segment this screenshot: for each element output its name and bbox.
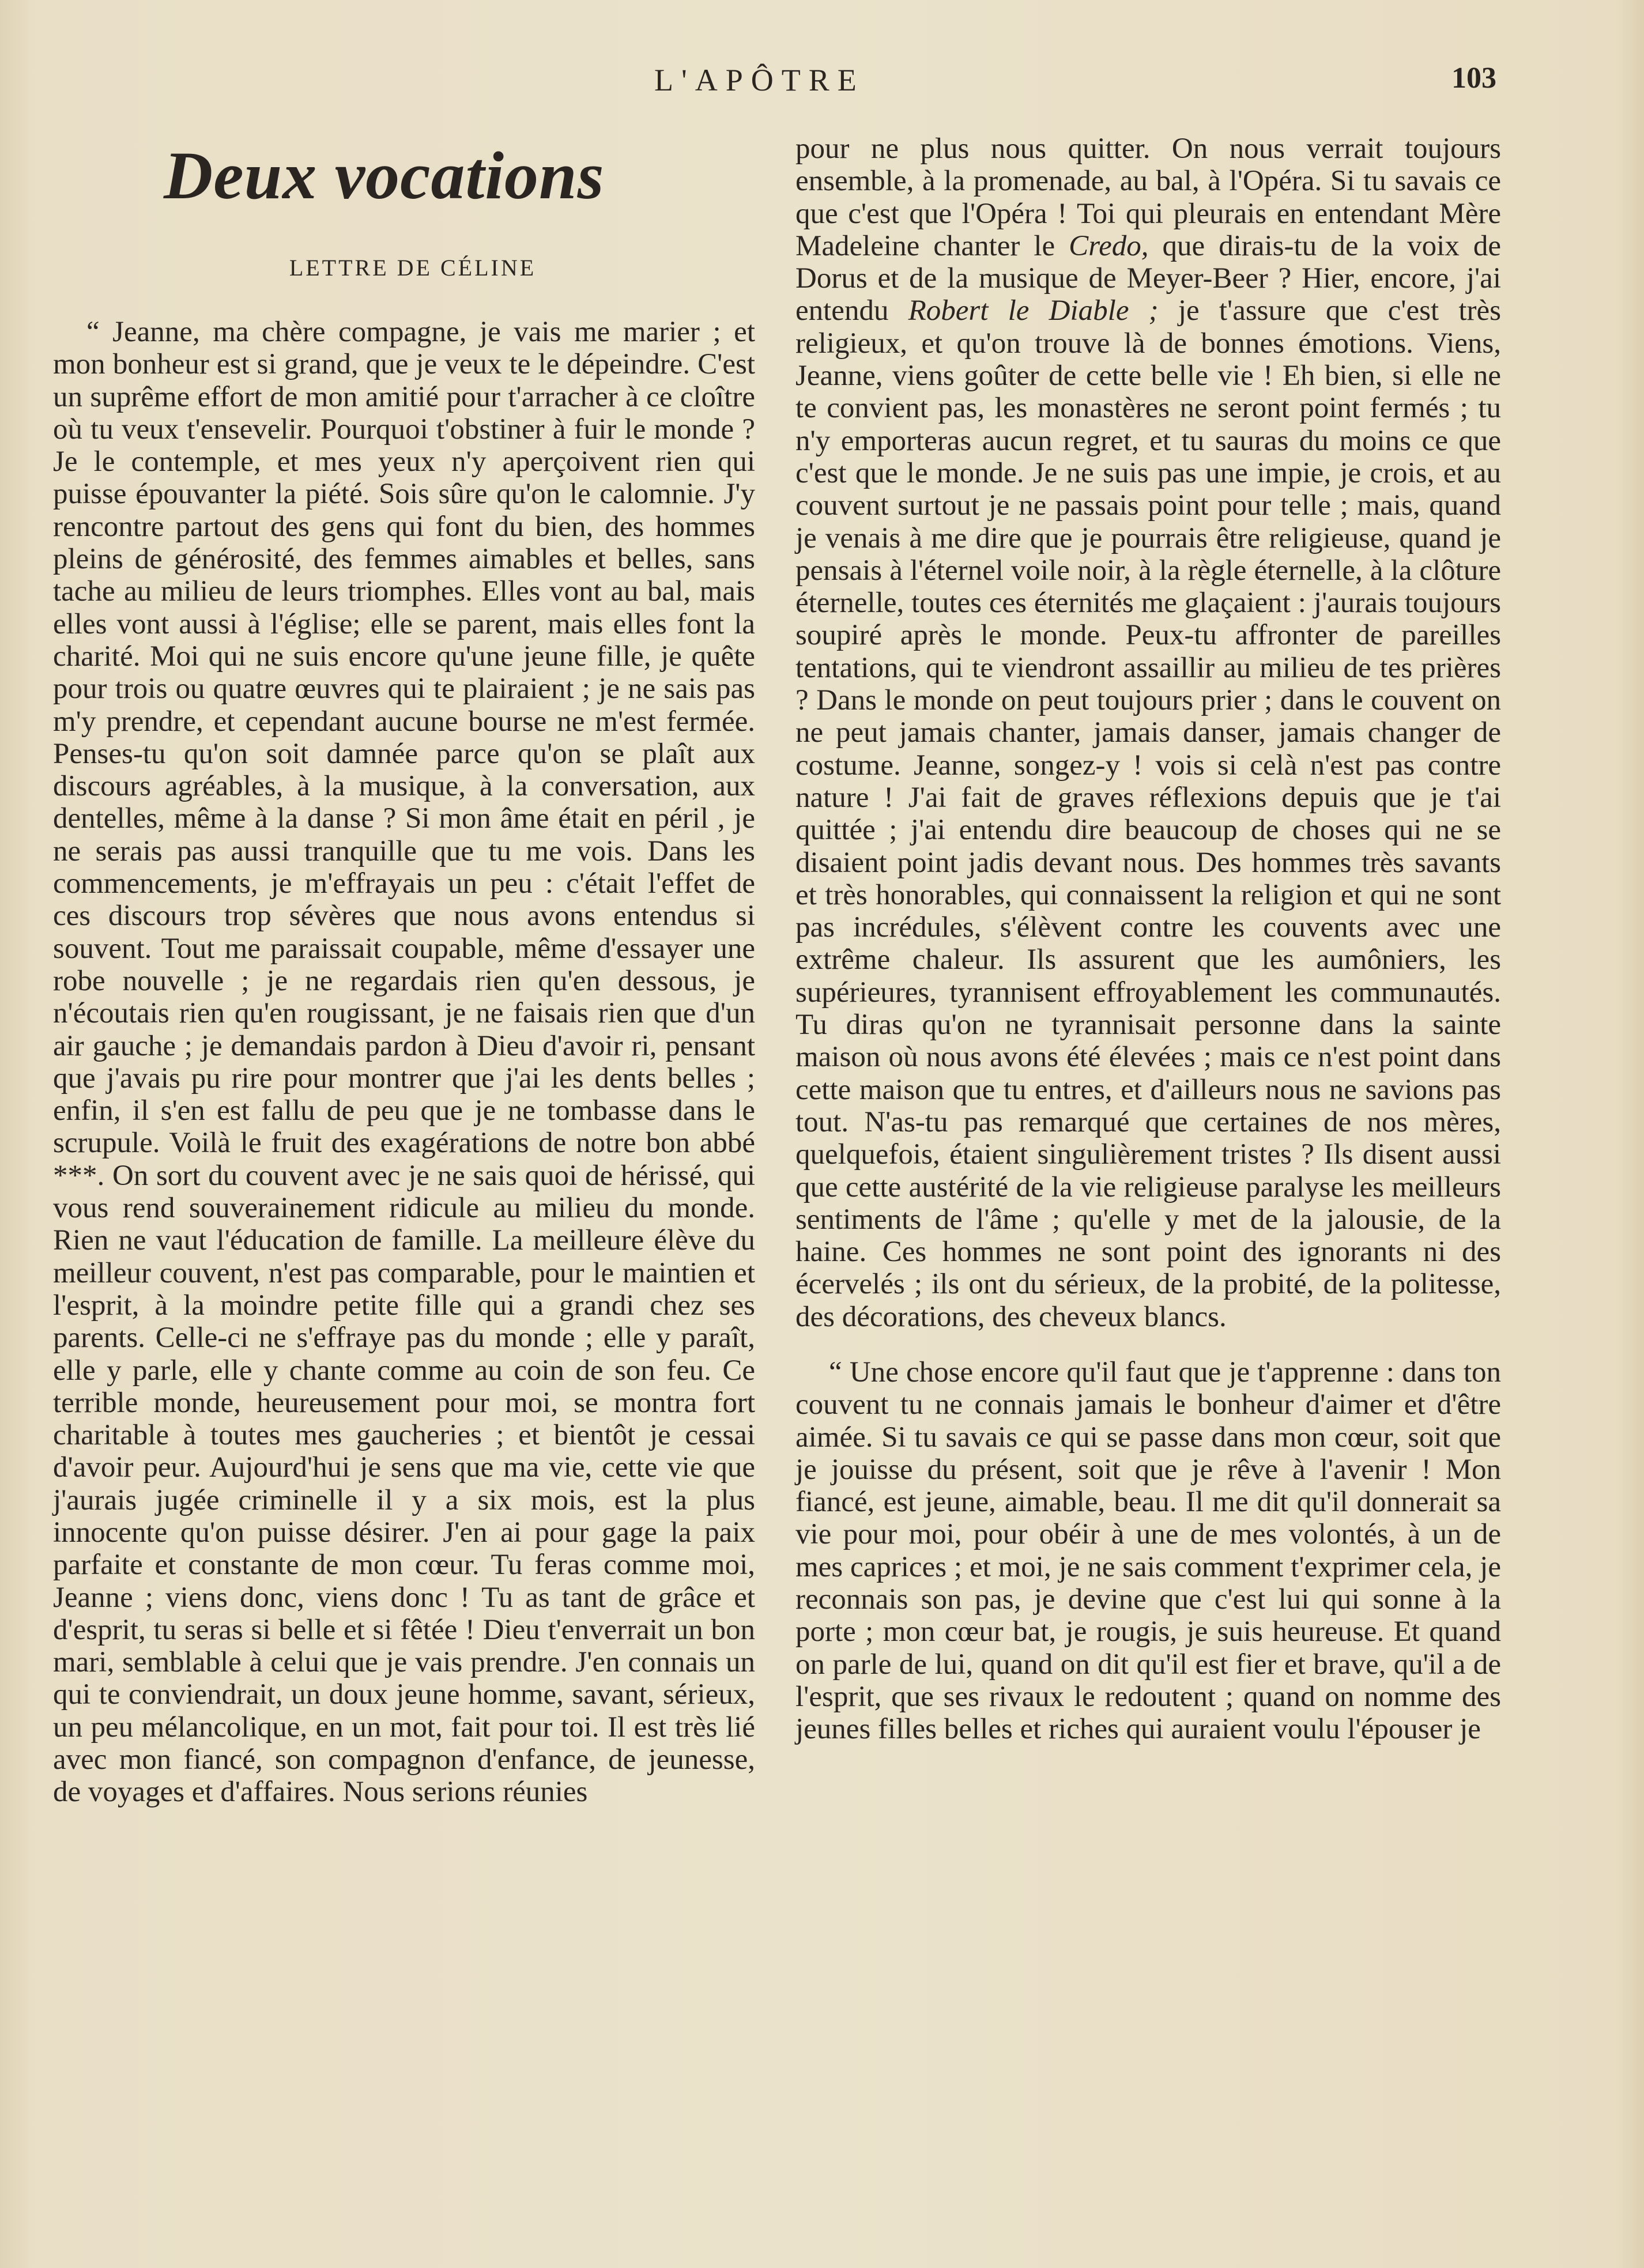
italic-title-credo: Credo,: [1069, 229, 1149, 262]
text-run: je t'assure que c'est très religieux, et qu'on trouve là de bonnes émotions. Viens, Jeanne, viens goûter de cette belle vie ! Eh bien, si elle ne te convient pas, les monastères ne seront point fermés ; tu n'y emporteras aucun regret, et tu sauras du moins ce que c'est que le monde. Je ne suis pas une impie, je crois, et au couvent surtout je ne passais point pour telle ; mais, quand je venais à me dire que je pourrais être religieuse, quand je pensais à l'éternel voile noir, à la règle éternelle, à la clôture éternelle, toutes ces éternités me glaçaient : j'aurais toujours soupiré après le monde. Peux-tu affronter de pareilles tentations, qui te viendront assaillir au milieu de tes prières ? Dans le monde on peut toujours prier ; dans le couvent on ne peut jamais chanter, jamais danser, jamais changer de costume. Jeanne, songez-y ! vois si celà n'est pas contre nature ! J'ai fait de graves réflexions depuis que je t'ai quittée ; j'ai entendu dire beaucoup de choses qui ne se disaient point jadis devant nous. Des hommes très savants et très honorables, qui connaissent la religion et qui ne sont pas incrédules, s'élèvent contre les couvents avec une extrême chaleur. Ils assurent que les aumôniers, les supérieures, tyrannisent effroyablement les communautés. Tu diras qu'on ne tyrannisait personne dans la sainte maison où nous avons été élevées ; mais ce n'est point dans cette maison que tu entres, et d'ailleurs nous ne savions pas tout. N'as-tu pas remarqué que certaines de nos mères, quelquefois, étaient singulièrement tristes ? Ils disent aussi que cette austérité de la vie religieuse paralyse les meilleurs sentiments de l'âme ; qu'elle y met de la jalousie, de la haine. Ces hommes ne sont point des ignorants ni des écervelés ; ils ont du sérieux, de la probité, de la politesse, des décorations, des cheveux blancs.: [795, 295, 1501, 1333]
text-run: que dirais-tu de la voix de Dorus et de la musique de Meyer-Beer ? Hier, encore, j'ai entendu: [795, 229, 1501, 327]
title-block: [53, 133, 755, 248]
paragraph: [795, 133, 1501, 1333]
paragraph-gap: [795, 1333, 1501, 1356]
page-header: [0, 58, 1644, 104]
running-title: L'APÔTRE: [654, 63, 865, 97]
article-subtitle: LETTRE DE CÉLINE: [289, 255, 537, 281]
italic-title-robert-le-diable: Robert le Diable ;: [908, 295, 1159, 327]
paragraph: “ Une chose encore qu'il faut que je t'apprenne : dans ton couvent tu ne connais jamais le bonheur d'aimer et d'être aimée. Si tu savais ce qui se passe dans mon cœur, soit que je jouisse du présent, soit que je rêve à l'avenir ! Mon fiancé, est jeune, aimable, beau. Il me dit qu'il donnerait sa vie pour moi, pour obéir à une de mes volontés, à un de mes caprices ; et moi, je ne sais comment t'exprimer cela, je reconnais son pas, je devine que c'est lui qui sonne à la porte ; mon cœur bat, je rougis, je suis heureuse. Et quand on parle de lui, quand on dit qu'il est fier et brave, qu'il a de l'esprit, que ses rivaux le redoutent ; quand on nomme des jeunes filles belles et riches qui auraient voulu l'épouser je: [795, 1356, 1501, 1746]
paragraph: “ Jeanne, ma chère compagne, je vais me marier ; et mon bonheur est si grand, que je veux te le dépeindre. C'est un suprême effort de mon amitié pour t'arracher à ce cloître où tu veux t'ensevelir. Pourquoi t'obstiner à fuir le monde ? Je le contemple, et mes yeux n'y aperçoivent rien qui puisse épouvanter la piété. Sois sûre qu'on le calomnie. J'y rencontre partout des gens qui font du bien, des hommes pleins de générosité, des femmes aimables et belles, sans tache au milieu de leurs triomphes. Elles vont au bal, mais elles vont aussi à l'église; elle se parent, mais elles font la charité. Moi qui ne suis encore qu'une jeune fille, je quête pour trois ou quatre œuvres qui te plairaient ; je ne sais pas m'y prendre, et cependant aucune bourse ne m'est fermée. Penses-tu qu'on soit damnée parce qu'on se plaît aux discours agréables, à la musique, à la conversation, aux dentelles, même à la danse ? Si mon âme était en péril , je ne serais pas aussi tranquille que tu me vois. Dans les commencements, je m'effrayais un peu : c'était l'effet de ces discours trop sévères que nous avons entendus si souvent. Tout me paraissait coupable, même d'essayer une robe nouvelle ; je ne regardais rien qu'en dessous, je n'écoutais rien qu'en rougissant, je ne faisais rien que d'un air gauche ; je demandais pardon à Dieu d'avoir ri, pensant que j'avais pu rire pour montrer que j'ai les dents belles ; enfin, il s'en est fallu de peu que je ne tombasse dans le scrupule. Voilà le fruit des exagérations de notre bon abbé ***. On sort du couvent avec je ne sais quoi de hérissé, qui vous rend souverainement ridicule au milieu du monde. Rien ne vaut l'éducation de famille. La meilleure élève du meilleur couvent, n'est pas comparable, pour le maintien et l'esprit, à la moindre petite fille qui a grandi chez ses parents. Celle-ci ne s'effraye pas du monde ; elle y paraît, elle y parle, elle y chante comme au coin de son feu. Ce terrible monde, heureusement pour moi, se montra fort charitable à toutes mes gaucheries ; et bientôt je cessai d'avoir peur. Aujourd'hui je sens que ma vie, cette vie que j'aurais jugée criminelle il y a six mois, est la plus innocente qu'on puisse désirer. J'en ai pour gage la paix parfaite et constante de mon cœur. Tu feras comme moi, Jeanne ; viens donc, viens donc ! Tu as tant de grâce et d'esprit, tu seras si belle et si fêtée ! Dieu t'enverrait un bon mari, semblable à celui que je vais prendre. J'en connais un qui te conviendrait, un doux jeune homme, savant, sérieux, un peu mélancolique, en un mot, fait pour toi. Il est très lié avec mon fiancé, son compagnon d'enfance, de jeunesse, de voyages et d'affaires. Nous serions réunies: [53, 316, 755, 1809]
right-column: [795, 133, 1501, 1746]
left-column: [53, 133, 755, 1809]
article-title: Deux vocations: [164, 138, 605, 213]
page-number: 103: [1451, 62, 1496, 95]
text-run: pour ne plus nous quitter. On nous verrait toujours ensemble, à la promenade, au bal, à l'Opéra. Si tu savais ce que c'est que l'Opéra ! Toi qui pleurais en entendant Mère Madeleine chanter le: [795, 133, 1501, 262]
